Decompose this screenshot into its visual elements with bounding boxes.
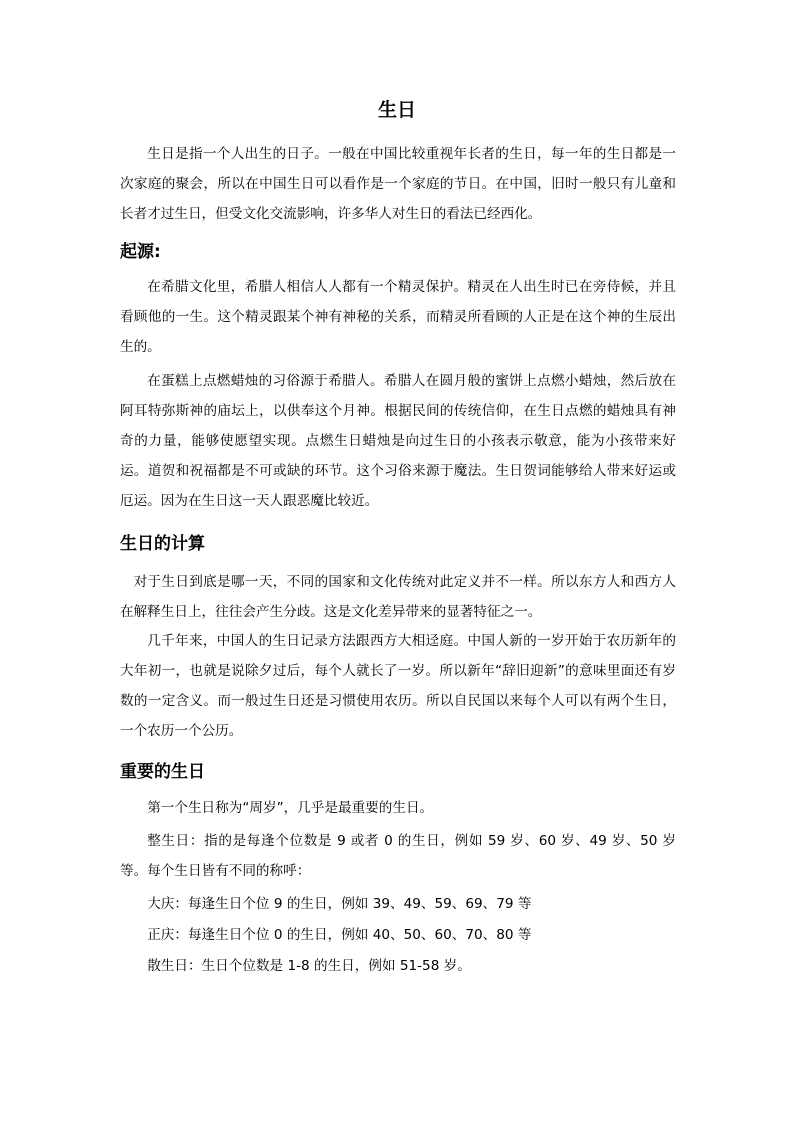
section-heading-origin: 起源: bbox=[120, 242, 161, 262]
important-paragraph-5: 散生日：生日个位数是 1-8 的生日，例如 51-58 岁。 bbox=[147, 958, 471, 974]
origin-paragraph-1: 在希腊文化里，希腊人相信人人都有一个精灵保护。精灵在人出生时已在旁侍候，并且看顾他的一生。这个精灵跟某个神有神秘的关系，而精灵所看顾的人正是在这个神的生辰出生的。 bbox=[120, 279, 676, 355]
important-paragraph-1: 第一个生日称为“周岁”，几乎是最重要的生日。 bbox=[147, 800, 434, 816]
important-paragraph-2: 整生日：指的是每逢个位数是 9 或者 0 的生日，例如 59 岁、60 岁、49 岁、50 岁等。每个生日皆有不同的称呼： bbox=[120, 833, 676, 879]
intro-paragraph: 生日是指一个人出生的日子。一般在中国比较重视年长者的生日，每一年的生日都是一次家庭的聚会，所以在中国生日可以看作是一个家庭的节日。在中国，旧时一般只有儿童和长者才过生日，但受文化交流影响，许多华人对生日的看法已经西化。 bbox=[120, 146, 676, 222]
section-heading-important: 重要的生日 bbox=[120, 762, 205, 782]
calculation-paragraph-2: 几千年来，中国人的生日记录方法跟西方大相迳庭。中国人新的一岁开始于农历新年的大年初一，也就是说除夕过后，每个人就长了一岁。所以新年“辞旧迎新”的意味里面还有岁数的一定含义。而一般过生日还是习惯使用农历。所以自民国以来每个人可以有两个生日，一个农历一个公历。 bbox=[120, 633, 676, 739]
page-title: 生日 bbox=[377, 99, 416, 121]
important-paragraph-4: 正庆：每逢生日个位 0 的生日，例如 40、50、60、70、80 等 bbox=[147, 927, 532, 943]
origin-paragraph-2: 在蛋糕上点燃蜡烛的习俗源于希腊人。希腊人在圆月般的蜜饼上点燃小蜡烛，然后放在阿耳特弥斯神的庙坛上，以供奉这个月神。根据民间的传统信仰，在生日点燃的蜡烛具有神奇的力量，能够使愿望实现。点燃生日蜡烛是向过生日的小孩表示敬意，能为小孩带来好运。道贺和祝福都是不可或缺的环节。这个习俗来源于魔法。生日贺词能够给人带来好运或厄运。因为在生日这一天人跟恶魔比较近。 bbox=[120, 373, 676, 509]
calculation-paragraph-1: 对于生日到底是哪一天，不同的国家和文化传统对此定义并不一样。所以东方人和西方人在解释生日上，往往会产生分歧。这是文化差异带来的显著特征之一。 bbox=[120, 574, 676, 620]
section-heading-calculation: 生日的计算 bbox=[120, 534, 205, 554]
important-paragraph-3: 大庆：每逢生日个位 9 的生日，例如 39、49、59、69、79 等 bbox=[147, 896, 532, 912]
